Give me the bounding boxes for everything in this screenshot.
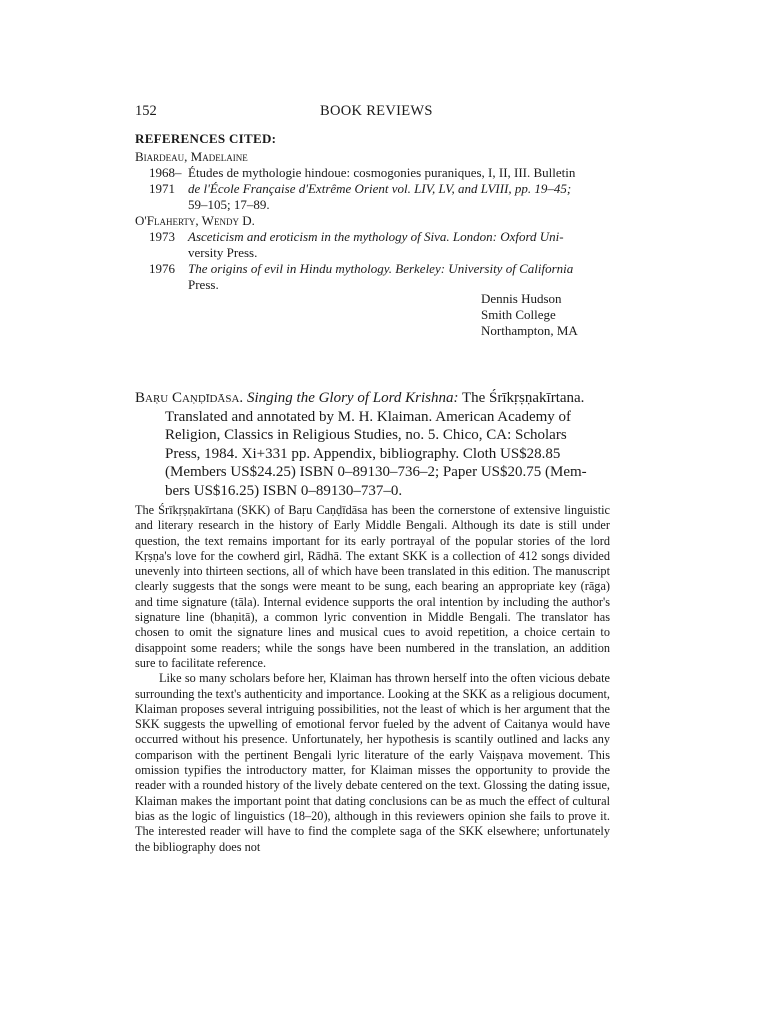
- reference-text: The origins of evil in Hindu mythology. Berkeley: University of California: [188, 261, 574, 276]
- reviewer-location: Northampton, MA: [481, 323, 578, 338]
- reference-author: Biardeau, Madelaine: [135, 149, 248, 164]
- reference-year: 1968–: [149, 165, 182, 180]
- review-book-details-1: Translated and annotated by M. H. Klaiman. American Academy of: [165, 408, 572, 425]
- review-book-details-2: Religion, Classics in Religious Studies, no. 5. Chico, CA: Scholars: [165, 427, 567, 443]
- reference-year: 1973: [149, 229, 175, 244]
- reference-text: Press.: [188, 277, 219, 292]
- references-heading: REFERENCES CITED:: [135, 131, 277, 146]
- reference-text: Asceticism and eroticism in the mythology of Siva. London: Oxford Uni-: [188, 229, 564, 244]
- page-number: 152: [135, 103, 157, 119]
- review-paragraph: The Śrīkṛṣṇakīrtana (SKK) of Baṛu Caṇḍīdāsa has been the cornerstone of extensive linguistic and literary research in the history of Early Middle Bengali. Although its date is still under question, the text remains important for its early portrayal of the popular stories of the lord Kṛṣṇa's love for the cowherd girl, Rādhā. The extant SKK is a collection of 412 songs divided unevenly into thirteen sections, all of which have been translated in this edition. The manuscript clearly suggests that the songs were meant to be sung, each bearing an appropriate key (rāga) and time signature (tāla). Internal evidence supports the oral intention by including the author's signature line (bhaṇitā), a common lyric convention in Middle Bengali. The translator has chosen to omit the signature lines and musical cues to avoid repetition, a choice certain to disappoint some readers; while the songs have been numbered in the translation, an addition sure to facilitate reference.: [135, 503, 610, 670]
- review-header: [135, 389, 613, 500]
- review-book-author: Baṛu Caṇḍīdāsa.: [135, 390, 244, 406]
- review-book-details-4: (Members US$24.25) ISBN 0–89130–736–2; Paper US$20.75 (Mem-: [165, 464, 587, 480]
- reference-author: O'Flaherty, Wendy D.: [135, 213, 255, 228]
- reference-text: Études de mythologie hindoue: cosmogonies puraniques, I, II, III. Bulletin: [188, 165, 576, 180]
- reviewer-name: Dennis Hudson: [481, 291, 562, 306]
- review-book-details-3: Press, 1984. Xi+331 pp. Appendix, bibliography. Cloth US$28.85: [165, 445, 561, 462]
- running-title: BOOK REVIEWS: [320, 103, 433, 119]
- review-body: [135, 503, 610, 855]
- reviewer-institution: Smith College: [481, 307, 556, 322]
- review-paragraph: Like so many scholars before her, Klaiman has thrown herself into the often vicious debate surrounding the text's authenticity and importance. Looking at the SKK as a religious document, Klaiman proposes several intriguing possibilities, not the least of which is her argument that the SKK suggests the upwelling of emotional fervor fueled by the advent of Caitanya would have occurred without his presence. Unfortunately, her hypothesis is scantily outlined and lacks any comparison with the pertinent Bengali lyric literature of the early Vaiṣṇava movement. This omission typifies the introductory matter, for Klaiman misses the opportunity to provide the reader with a rounded history of the lively debate centered on the text. Glossing the dating issue, Klaiman makes the important point that dating conclusions can be as much the effect of cultural bias as the logic of linguistics (18–20), although in this reviewers opinion she fails to prove it. The interested reader will have to find the complete saga of the SKK elsewhere; unfortunately the bibliography does not: [135, 671, 610, 854]
- reference-text: 59–105; 17–89.: [188, 197, 270, 212]
- reference-year: 1971: [149, 181, 175, 196]
- review-book-title: Singing the Glory of Lord Krishna:: [246, 390, 459, 406]
- review-book-subtitle: The Śrīkṛṣṇakīrtana.: [461, 390, 585, 406]
- reference-text: versity Press.: [188, 245, 258, 260]
- review-book-details-5: bers US$16.25) ISBN 0–89130–737–0.: [165, 482, 403, 499]
- reference-text: de l'École Française d'Extrême Orient vol. LIV, LV, and LVIII, pp. 19–45;: [188, 181, 572, 196]
- reference-year: 1976: [149, 261, 175, 276]
